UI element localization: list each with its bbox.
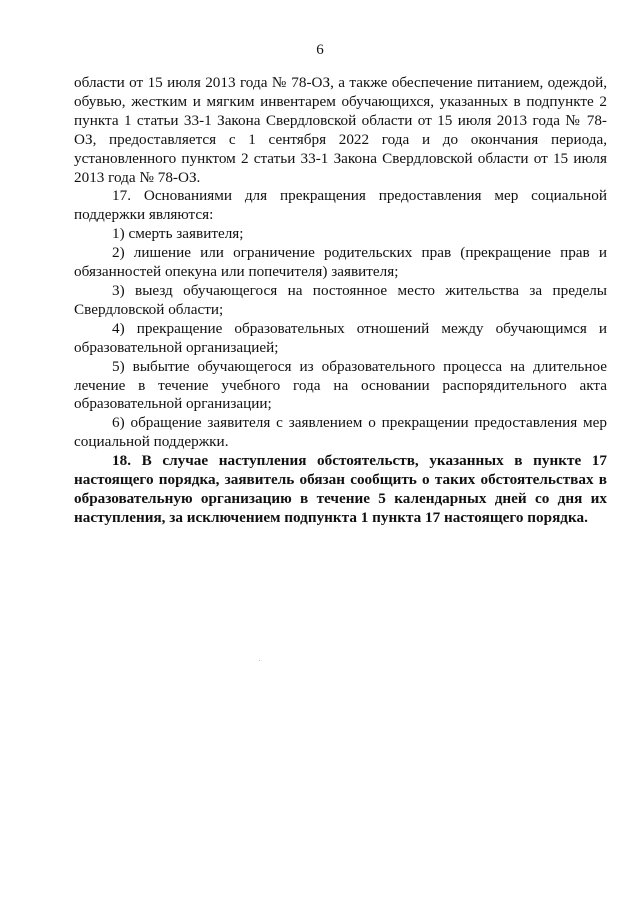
paragraph-item-17: 17. Основаниями для прекращения предоставления мер социальной поддержки являются: [74, 187, 607, 224]
paragraph-subitem-6: 6) обращение заявителя с заявлением о прекращении предоставления мер социальной поддержки. [74, 414, 607, 451]
paragraph-subitem-2: 2) лишение или ограничение родительских прав (прекращение прав и обязанностей опекуна или попечителя) заявителя; [74, 244, 607, 281]
paragraph-subitem-4: 4) прекращение образовательных отношений между обучающимся и образовательной организацией; [74, 319, 607, 356]
paragraph-subitem-1: 1) смерть заявителя; [112, 225, 244, 243]
paragraph-item-18: 18. В случае наступления обстоятельств, указанных в пункте 17 настоящего порядка, заявитель обязан сообщить о таких обстоятельствах в образовательную организацию в течение 5 календарных дней со дня их наступления, за исключением подпункта 1 пункта 17 настоящего порядка. [74, 452, 607, 526]
paragraph-subitem-5: 5) выбытие обучающегося из образовательного процесса на длительное лечение в течение учебного года на основании распорядительного акта образовательной организации; [74, 357, 607, 413]
paragraph-continuation: области от 15 июля 2013 года № 78-ОЗ, а также обеспечение питанием, одеждой, обувью, жестким и мягким инвентарем обучающихся, указанных в подпункте 2 пункта 1 статьи 33-1 Закона Свердловской области от 15 июля 2013 года № 78-ОЗ, предоставляется с 1 сентября 2022 года и до окончания периода, установленного пунктом 2 статьи 33-1 Закона Свердловской области от 15 июля 2013 года № 78-ОЗ. [74, 74, 607, 186]
page-number: 6 [316, 42, 324, 58]
scan-speck [259, 660, 260, 661]
document-body [74, 74, 607, 528]
paragraph-subitem-3: 3) выезд обучающегося на постоянное место жительства за пределы Свердловской области; [74, 281, 607, 318]
